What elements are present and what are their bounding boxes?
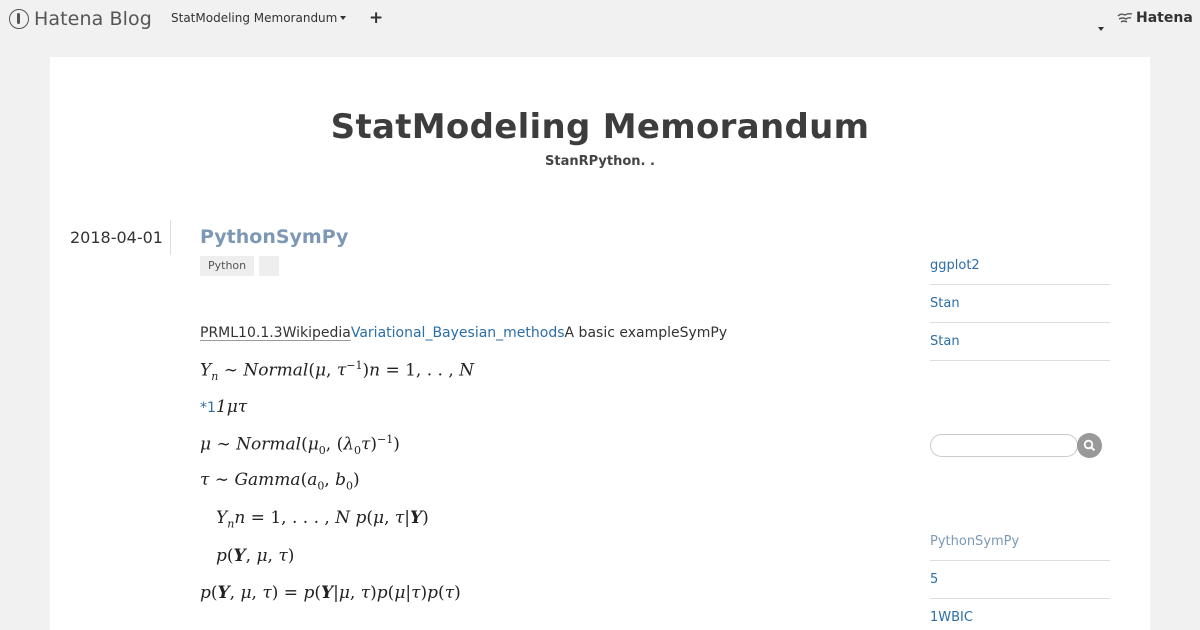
sidebar-item-stan-2[interactable]: Stan bbox=[930, 323, 1110, 361]
hatena-bird-icon bbox=[1117, 12, 1133, 24]
footnote-link[interactable]: *1 bbox=[200, 400, 216, 416]
caret-down-icon bbox=[340, 16, 346, 20]
footnote-line bbox=[200, 397, 247, 417]
blog-container bbox=[50, 57, 1150, 630]
equation-joint: p(Y, μ, τ) bbox=[216, 546, 295, 566]
user-menu-button[interactable] bbox=[1095, 16, 1104, 35]
sidebar-recent-list bbox=[930, 523, 1110, 630]
blog-selector-label: StatModeling Memorandum bbox=[171, 11, 338, 25]
sidebar-recent-sympy[interactable]: PythonSymPy bbox=[930, 523, 1110, 561]
equation-params: 1μτ bbox=[215, 397, 248, 417]
intro-text-1: PRML10.1.3Wikipedia bbox=[200, 325, 351, 341]
search-input[interactable] bbox=[930, 434, 1078, 457]
blog-title[interactable]: StatModeling Memorandum bbox=[330, 107, 870, 147]
sidebar-top-list bbox=[930, 247, 1110, 361]
hatena-blog-logo[interactable] bbox=[9, 7, 152, 31]
sidebar-search bbox=[930, 433, 1102, 458]
sidebar-recent-5[interactable]: 5 bbox=[930, 561, 1110, 599]
equation-prior-mu: μ ∼ $Normal(\mu_0$, $(\lambda_0\tau)^{-1}$) bbox=[200, 433, 400, 458]
sidebar-item-stan-1[interactable]: Stan bbox=[930, 285, 1110, 323]
tag-python[interactable]: Python bbox=[200, 256, 254, 276]
intro-text-2: A basic exampleSymPy bbox=[564, 325, 728, 341]
tag-second[interactable] bbox=[259, 256, 279, 276]
date-divider bbox=[170, 220, 171, 255]
sidebar-recent-wbic[interactable]: 1WBIC bbox=[930, 599, 1110, 630]
equation-factorization: p(Y, μ, τ) = p(Y|μ, τ)p(μ|τ)p(τ) bbox=[200, 583, 461, 603]
search-button[interactable] bbox=[1077, 433, 1102, 458]
logo-text: Hatena Blog bbox=[34, 8, 152, 30]
entry-title[interactable]: PythonSymPy bbox=[200, 226, 349, 248]
entry-intro bbox=[200, 325, 727, 341]
search-icon bbox=[1083, 439, 1096, 452]
add-button[interactable]: + bbox=[369, 8, 384, 28]
sidebar-item-ggplot2[interactable]: ggplot2 bbox=[930, 247, 1110, 285]
equation-prior-tau: τ ∼ $Gamma(a_0$, $b_0$) bbox=[200, 470, 360, 493]
brand-text: Hatena bbox=[1136, 10, 1193, 26]
hatena-logo-icon bbox=[9, 9, 29, 29]
hatena-brand-link[interactable] bbox=[1117, 10, 1193, 26]
entry-tags bbox=[200, 256, 279, 276]
global-header bbox=[0, 0, 1200, 38]
entry-date[interactable]: 2018-04-01 bbox=[70, 228, 163, 247]
caret-down-icon bbox=[1098, 27, 1104, 31]
equation-likelihood: $Y_n$ ∼ Normal(μ, $\tau^{-1})n = 1$, . . , N bbox=[200, 359, 475, 384]
blog-selector[interactable] bbox=[171, 11, 346, 25]
blog-description: StanRPython. . bbox=[545, 154, 655, 169]
equation-posterior: $Y_nn = 1$, . . . , N p(μ, τ|Y) bbox=[216, 508, 429, 531]
wikipedia-link[interactable]: Variational_Bayesian_methods bbox=[350, 325, 565, 341]
